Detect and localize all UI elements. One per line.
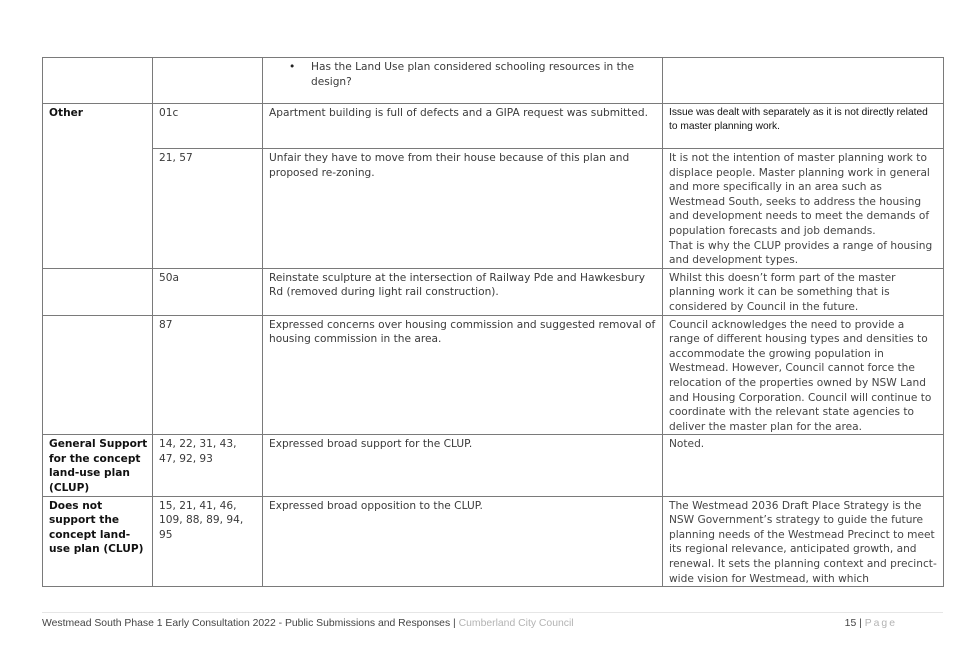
issue-cell: Unfair they have to move from their house because of this plan and proposed re-zoning. <box>263 149 663 269</box>
ref-cell: 01c <box>153 104 263 149</box>
topic-cell <box>43 58 153 104</box>
response-cell: The Westmead 2036 Draft Place Strategy is the NSW Government’s strategy to guide the future planning needs of the Westmead Precinct to meet its regional relevance, anticipated growth, and renewal. It sets the planning context and precinct-wide vision for Westmead, with which <box>663 496 944 587</box>
footer-divider <box>42 612 943 613</box>
response-text: That is why the CLUP provides a range of housing and development types. <box>669 239 933 267</box>
page-sep: | <box>859 618 862 629</box>
bullet-text: Has the Land Use plan considered schooling resources in the design? <box>311 61 634 88</box>
response-cell <box>663 149 944 269</box>
topic-cell <box>43 315 153 435</box>
page-num: 15 <box>844 618 857 629</box>
bullet-list <box>269 60 656 89</box>
ref-cell <box>153 58 263 104</box>
response-cell: Whilst this doesn’t form part of the master planning work it can be something that is considered by Council in the future. <box>663 268 944 315</box>
response-cell: Noted. <box>663 435 944 496</box>
ref-cell: 14, 22, 31, 43, 47, 92, 93 <box>153 435 263 496</box>
issue-cell: Expressed broad support for the CLUP. <box>263 435 663 496</box>
topic-cell: Other <box>43 104 153 269</box>
submissions-table <box>42 57 944 587</box>
topic-cell <box>43 268 153 315</box>
document-title: Westmead South Phase 1 Early Consultation 2022 - Public Submissions and Responses | <box>42 618 456 629</box>
issue-cell: Expressed concerns over housing commission and suggested removal of housing commission in the area. <box>263 315 663 435</box>
issue-cell <box>263 58 663 104</box>
page-footer <box>42 612 943 634</box>
response-cell: Issue was dealt with separately as it is not directly related to master planning work. <box>663 104 944 149</box>
list-item <box>289 60 656 89</box>
table-row <box>43 496 944 587</box>
response-cell <box>663 58 944 104</box>
table-row <box>43 149 944 269</box>
response-cell: Council acknowledges the need to provide a range of different housing types and densities to accommodate the growing population in Westmead. However, Council cannot force the relocation of the properties owned by NSW Land and Housing Corporation. Council will continue to coordinate with the relevant state agencies to deliver the master plan for the area. <box>663 315 944 435</box>
page-number <box>845 618 897 629</box>
council-name: Cumberland City Council <box>458 618 574 629</box>
ref-cell: 15, 21, 41, 46, 109, 88, 89, 94, 95 <box>153 496 263 587</box>
issue-cell: Apartment building is full of defects and a GIPA request was submitted. <box>263 104 663 149</box>
bullet-icon: • <box>289 61 296 73</box>
table-row <box>43 104 944 149</box>
table-row <box>43 315 944 435</box>
ref-cell: 21, 57 <box>153 149 263 269</box>
issue-cell: Reinstate sculpture at the intersection of Railway Pde and Hawkesbury Rd (removed during light rail construction). <box>263 268 663 315</box>
table-row <box>43 435 944 496</box>
topic-cell: General Support for the concept land-use plan (CLUP) <box>43 435 153 496</box>
ref-cell: 50a <box>153 268 263 315</box>
response-text: It is not the intention of master planning work to displace people. Master planning work in general and more specifically in an area such as Westmead South, seeks to address the housing and development needs to meet the demands of population forecasts and job demands. <box>669 152 930 237</box>
ref-cell: 87 <box>153 315 263 435</box>
table-row <box>43 268 944 315</box>
topic-cell: Does not support the concept land-use plan (CLUP) <box>43 496 153 587</box>
issue-cell: Expressed broad opposition to the CLUP. <box>263 496 663 587</box>
page-word: Page <box>864 618 897 629</box>
table-row <box>43 58 944 104</box>
footer-title <box>42 618 574 629</box>
